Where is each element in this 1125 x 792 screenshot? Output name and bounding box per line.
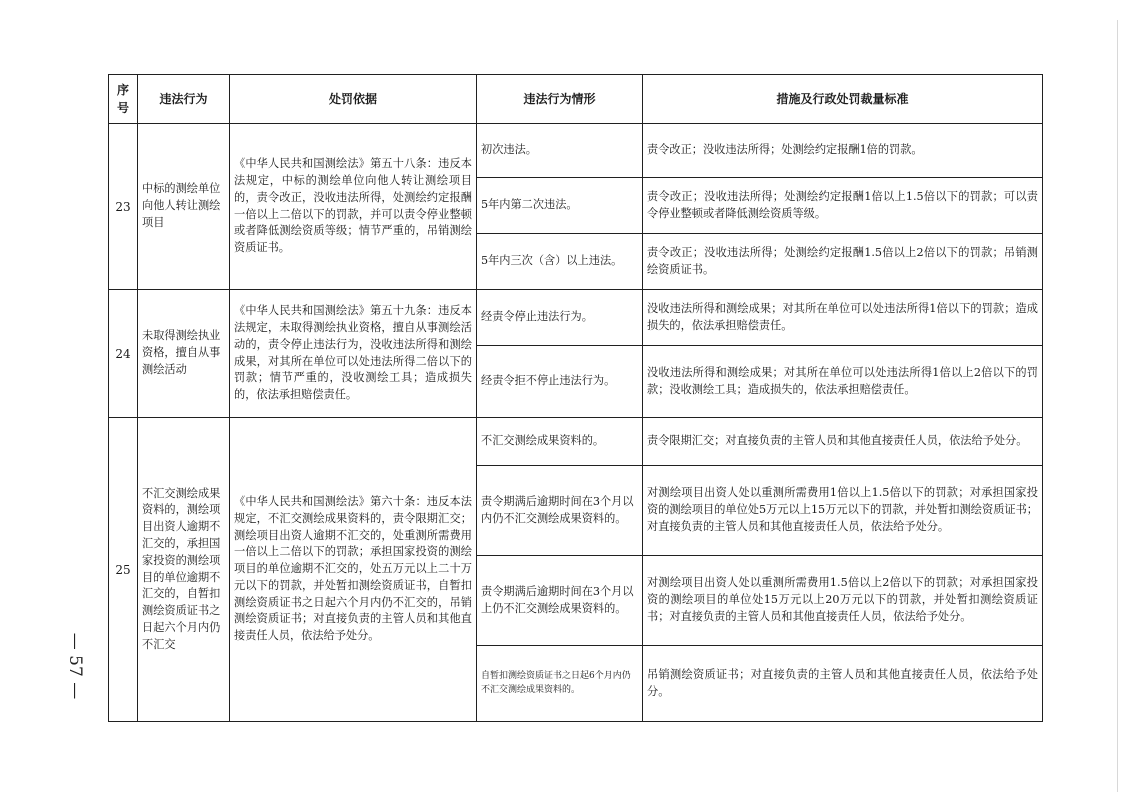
- case-cond: 经责令拒不停止违法行为。: [477, 346, 643, 418]
- case-measure: 责令改正；没收违法所得；处测绘约定报酬1倍的罚款。: [643, 124, 1043, 178]
- case-measure: 对测绘项目出资人处以重测所需费用1.5倍以上2倍以下的罚款；对承担国家投资的测绘项目的单位处15万元以上20万元以下的罚款，并处暂扣测绘资质证书；对直接负责的主管人员和其他直接责任人员，依法给予处分。: [643, 556, 1043, 646]
- case-cond: 不汇交测绘成果资料的。: [477, 418, 643, 466]
- page-number: — 57 —: [65, 632, 85, 700]
- case-measure: 责令改正；没收违法所得；处测绘约定报酬1倍以上1.5倍以下的罚款；可以责令停业整顿或者降低测绘资质等级。: [643, 178, 1043, 234]
- page-edge-line: [1117, 20, 1118, 792]
- case-measure: 责令限期汇交；对直接负责的主管人员和其他直接责任人员，依法给予处分。: [643, 418, 1043, 466]
- header-seq: 序号: [109, 75, 138, 124]
- row-seq: 24: [109, 290, 138, 418]
- case-measure: 没收违法所得和测绘成果；对其所在单位可以处违法所得1倍以下的罚款；造成损失的，依法承担赔偿责任。: [643, 290, 1043, 346]
- case-cond: 责令期满后逾期时间在3个月以上仍不汇交测绘成果资料的。: [477, 556, 643, 646]
- row-act: 未取得测绘执业资格，擅自从事测绘活动: [138, 290, 230, 418]
- row-seq: 25: [109, 418, 138, 722]
- case-cond: 5年内三次（含）以上违法。: [477, 234, 643, 290]
- case-cond: 经责令停止违法行为。: [477, 290, 643, 346]
- case-measure: 责令改正；没收违法所得；处测绘约定报酬1.5倍以上2倍以下的罚款；吊销测绘资质证书。: [643, 234, 1043, 290]
- header-cond: 违法行为情形: [477, 75, 643, 124]
- row-basis: 《中华人民共和国测绘法》第六十条：违反本法规定，不汇交测绘成果资料的，责令限期汇交；测绘项目出资人逾期不汇交的，处重测所需费用一倍以上二倍以下的罚款；承担国家投资的测绘项目的单位逾期不汇交的，处五万元以上二十万元以下的罚款，并处暂扣测绘资质证书，自暂扣测绘资质证书之日起六个月内仍不汇交的，吊销测绘资质证书；对直接负责的主管人员和其他直接责任人员，依法给予处分。: [230, 418, 477, 722]
- table-row: [109, 418, 1043, 466]
- case-measure: 没收违法所得和测绘成果；对其所在单位可以处违法所得1倍以上2倍以下的罚款；没收测绘工具；造成损失的，依法承担赔偿责任。: [643, 346, 1043, 418]
- case-cond: 责令期满后逾期时间在3个月以内仍不汇交测绘成果资料的。: [477, 466, 643, 556]
- case-cond: 初次违法。: [477, 124, 643, 178]
- case-cond: 自暂扣测绘资质证书之日起6个月内仍不汇交测绘成果资料的。: [477, 646, 643, 722]
- row-basis: 《中华人民共和国测绘法》第五十八条：违反本法规定，中标的测绘单位向他人转让测绘项目的，责令改正，没收违法所得，处测绘约定报酬一倍以上二倍以下的罚款，并可以责令停业整顿或者降低测绘资质等级；情节严重的，吊销测绘资质证书。: [230, 124, 477, 290]
- case-cond: 5年内第二次违法。: [477, 178, 643, 234]
- row-seq: 23: [109, 124, 138, 290]
- header-measure: 措施及行政处罚裁量标准: [643, 75, 1043, 124]
- table-header-row: [109, 75, 1043, 124]
- row-basis: 《中华人民共和国测绘法》第五十九条：违反本法规定，未取得测绘执业资格，擅自从事测绘活动的，责令停止违法行为，没收违法所得和测绘成果，对其所在单位可以处违法所得二倍以下的罚款；情节严重的，没收测绘工具；造成损失的，依法承担赔偿责任。: [230, 290, 477, 418]
- row-act: 中标的测绘单位向他人转让测绘项目: [138, 124, 230, 290]
- header-basis: 处罚依据: [230, 75, 477, 124]
- table-row: [109, 290, 1043, 346]
- case-measure: 吊销测绘资质证书；对直接负责的主管人员和其他直接责任人员，依法给予处分。: [643, 646, 1043, 722]
- table-row: [109, 124, 1043, 178]
- penalty-standards-table: [108, 74, 1043, 722]
- case-measure: 对测绘项目出资人处以重测所需费用1倍以上1.5倍以下的罚款；对承担国家投资的测绘项目的单位处5万元以上15万元以下的罚款，并处暂扣测绘资质证书；对直接负责的主管人员和其他直接责任人员，依法给予处分。: [643, 466, 1043, 556]
- row-act: 不汇交测绘成果资料的，测绘项目出资人逾期不汇交的，承担国家投资的测绘项目的单位逾期不汇交的，自暂扣测绘资质证书之日起六个月内仍不汇交: [138, 418, 230, 722]
- header-act: 违法行为: [138, 75, 230, 124]
